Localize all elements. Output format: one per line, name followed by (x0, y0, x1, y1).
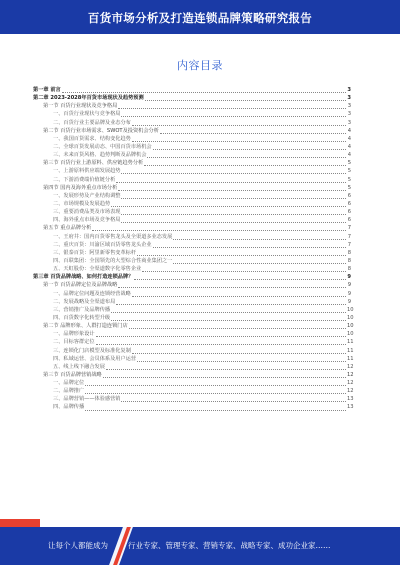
toc-entry[interactable] (33, 298, 351, 306)
toc-page-number: 7 (347, 241, 351, 248)
toc-entry[interactable] (33, 184, 351, 192)
toc-entry[interactable] (33, 167, 351, 175)
toc-leader-dots (134, 274, 346, 280)
top-banner (0, 0, 400, 34)
toc-entry-text: 第二章 2023-2028年百货市场现状及趋势预测 (33, 95, 144, 102)
toc-entry-text: 一、我国百货需求、结构变化趋势 (53, 135, 131, 142)
toc-leader-dots (92, 225, 346, 231)
toc-page-number: 12 (347, 371, 354, 378)
toc-entry[interactable] (33, 363, 354, 371)
toc-entry-text: 第三节 百货品牌营销战略 (43, 371, 102, 378)
toc-entry[interactable] (33, 241, 351, 249)
toc-entry[interactable] (33, 330, 354, 338)
toc-entry-text: 一、品牌形象设计 (53, 331, 95, 338)
toc-page-number: 8 (347, 257, 351, 264)
toc-entry-text: 二、全球百货发展动态、中国百货市场机会 (53, 143, 152, 150)
report-title: 百货市场分析及打造连锁品牌策略研究报告 (87, 11, 313, 25)
toc-leader-dots (147, 152, 346, 158)
toc-page-number: 5 (347, 168, 351, 175)
toc-page-number: 3 (347, 119, 351, 126)
toc-page-number: 6 (347, 192, 351, 199)
toc-leader-dots (96, 331, 346, 337)
toc-entry[interactable] (33, 151, 351, 159)
toc-leader-dots (132, 291, 346, 297)
toc-leader-dots (173, 258, 346, 264)
toc-entry-text: 一、品牌定位 (53, 380, 85, 387)
toc-page-number: 6 (347, 209, 351, 216)
toc-entry[interactable] (33, 257, 351, 265)
toc-page-number: 10 (347, 323, 354, 330)
toc-leader-dots (103, 372, 346, 378)
toc-entry[interactable] (33, 322, 354, 330)
toc-entry-text: 四、百联集团：全国领先的大型综合性商业集团之一 (53, 257, 173, 264)
toc-leader-dots (111, 315, 346, 321)
toc-page-number: 3 (347, 95, 351, 102)
toc-leader-dots (118, 103, 346, 109)
toc-page-number: 9 (347, 282, 351, 289)
toc-entry[interactable] (33, 176, 351, 184)
toc-entry-text: 一、百货行业现状与竞争格局 (53, 111, 121, 118)
toc-leader-dots (160, 128, 346, 134)
toc-leader-dots (132, 120, 346, 126)
toc-leader-dots (121, 217, 346, 223)
toc-page-number: 4 (347, 135, 351, 142)
toc-leader-dots (96, 339, 346, 345)
toc-page-number: 5 (347, 184, 351, 191)
toc-leader-dots (153, 242, 346, 248)
toc-entry-text: 一、上游原料供应端发展趋势 (53, 168, 121, 175)
toc-entry-text: 二、重庆百货：川渝区域百货零售龙头企业 (53, 241, 152, 248)
toc-leader-dots (121, 193, 346, 199)
toc-leader-dots (132, 348, 346, 354)
toc-entry[interactable] (33, 347, 354, 355)
bottom-banner (0, 527, 400, 565)
toc-entry-text: 三、重要消费品类及市场表现 (53, 209, 121, 216)
toc-leader-dots (129, 323, 346, 329)
toc-leader-dots (121, 168, 346, 174)
toc-page-number: 9 (347, 298, 351, 305)
footer-slogan: 让每个人都能成为 (48, 541, 108, 550)
toc-leader-dots (137, 250, 346, 256)
toc-page-number: 3 (347, 103, 351, 110)
toc-entry[interactable] (33, 265, 351, 273)
toc-entry-text: 二、目标客群定位 (53, 339, 95, 346)
toc-entry[interactable] (33, 403, 354, 411)
toc-leader-dots (121, 111, 346, 117)
toc-entry-text: 四、百货数字化转型升级 (53, 314, 111, 321)
toc-page-number: 13 (347, 404, 354, 411)
toc-page-number: 11 (347, 355, 354, 362)
toc-leader-dots (85, 388, 346, 394)
toc-entry[interactable] (33, 314, 354, 322)
toc-leader-dots (116, 177, 346, 183)
toc-entry-text: 四、海外重点市场及竞争格局 (53, 217, 121, 224)
toc-entry[interactable] (33, 216, 351, 224)
toc-leader-dots (132, 136, 346, 142)
toc-leader-dots (137, 356, 346, 362)
toc-page-number: 7 (347, 233, 351, 240)
toc-page-number: 9 (347, 290, 351, 297)
toc-entry[interactable] (33, 102, 351, 110)
footer-roles: 行业专家、管理专家、营销专家、战略专家、成功企业家…… (128, 541, 331, 550)
toc-page-number: 4 (347, 127, 351, 134)
toc-leader-dots (116, 299, 346, 305)
toc-entry[interactable] (33, 395, 354, 403)
toc-entry-text: 二、下游消费端价值链分析 (53, 176, 116, 183)
toc-leader-dots (121, 396, 346, 402)
toc-leader-dots (118, 282, 346, 288)
toc-entry[interactable] (33, 371, 354, 379)
toc-page-number: 6 (347, 217, 351, 224)
toc-leader-dots (145, 95, 346, 101)
toc-entry-text: 四、品牌传播 (53, 404, 85, 411)
toc-entry[interactable] (33, 233, 351, 241)
toc-page-number: 12 (347, 380, 354, 387)
toc-entry[interactable] (33, 290, 351, 298)
toc-entry-text: 三、未来百货风格、趋势判断及品牌机会 (53, 152, 147, 159)
toc-entry-text: 第二节 百货行业市场需求、SWOT及投资机会分析 (43, 127, 159, 134)
toc-entry-text: 第三章 百货品牌战略、如何打造连锁品牌？ (33, 274, 134, 281)
toc-entry-text: 二、品牌推广 (53, 388, 85, 395)
toc-leader-dots (121, 209, 346, 215)
toc-entry[interactable] (33, 119, 351, 127)
toc-leader-dots (111, 201, 346, 207)
toc-entry-text: 三、连锁化门店模型及标准化复制 (53, 347, 131, 354)
toc-entry-text: 五、线上线下融合发展 (53, 363, 105, 370)
toc-entry-text: 四、私域运营、会员体系及用户运营 (53, 355, 137, 362)
toc-entry-text: 第一节 百货行业现状及竞争格局 (43, 103, 118, 110)
toc-entry-text: 一、品牌定位问题及连锁经营战略 (53, 290, 131, 297)
toc-entry-text: 第三节 百货行业上游原料、供应链趋势分析 (43, 160, 144, 167)
toc-entry[interactable] (33, 127, 351, 135)
toc-entry[interactable] (33, 94, 351, 102)
toc-entry-text: 第四节 国内及海外重点市场分析 (43, 184, 118, 191)
toc-entry-text: 二、发展战略及全渠道布局 (53, 298, 116, 305)
toc-page-number: 9 (347, 274, 351, 281)
toc-entry-text: 五、天虹股份：全渠道数字化零售企业 (53, 266, 142, 273)
toc-leader-dots (62, 87, 346, 93)
toc-entry[interactable] (33, 143, 351, 151)
toc-entry-text: 二、百货行业主要品牌及业态分布 (53, 119, 131, 126)
toc-page-number: 3 (347, 87, 351, 93)
toc-entry-text: 二、市场规模及发展趋势 (53, 200, 111, 207)
toc-page-number: 5 (347, 160, 351, 167)
toc-entry[interactable] (33, 273, 351, 281)
toc-entry[interactable] (33, 224, 351, 232)
toc-page-number: 10 (347, 306, 354, 313)
toc-page-number: 12 (347, 363, 354, 370)
toc-entry-text: 三、品牌营销——体验感营销 (53, 396, 121, 403)
toc-leader-dots (111, 307, 346, 313)
toc-leader-dots (85, 380, 346, 386)
toc-leader-dots (85, 405, 346, 411)
toc-entry[interactable] (33, 338, 354, 346)
toc-leader-dots (118, 185, 346, 191)
toc-entry-text: 第一节 百货品牌定位及品牌战略 (43, 282, 118, 289)
toc-page-number: 7 (347, 225, 351, 232)
toc-entry[interactable] (33, 135, 351, 143)
toc-entry-text: 一、发展形势及产业结构调整 (53, 192, 121, 199)
toc-entry[interactable] (33, 159, 351, 167)
toc-entry[interactable] (33, 379, 354, 387)
toc-page-number: 3 (347, 111, 351, 118)
toc-entry[interactable] (33, 249, 351, 257)
toc-entry-text: 第一章 前言 (33, 87, 61, 93)
toc-entry[interactable] (33, 387, 354, 395)
toc-page-number: 8 (347, 249, 351, 256)
toc-entry[interactable] (33, 281, 351, 289)
toc-entry[interactable] (33, 192, 351, 200)
toc-page-number: 13 (347, 396, 354, 403)
toc-entry[interactable] (33, 306, 354, 314)
toc-page-number: 4 (347, 143, 351, 150)
toc-leader-dots (153, 144, 346, 150)
red-accent-bar (0, 519, 40, 527)
toc-page-number: 11 (347, 347, 354, 354)
toc-page-number: 10 (347, 331, 354, 338)
toc-page-number: 12 (347, 388, 354, 395)
toc-entry[interactable] (33, 110, 351, 118)
toc-entry-text: 第二节 品牌形象、人群打造连锁门店 (43, 323, 128, 330)
toc-page-number: 4 (347, 152, 351, 159)
toc-entry-text: 三、营销推广及品牌传播 (53, 306, 111, 313)
toc-entry-text: 一、王府井：国内百货零售龙头及全渠道多业态发展 (53, 233, 173, 240)
toc-page-number: 11 (347, 339, 354, 346)
toc-leader-dots (142, 266, 346, 272)
toc-page-number: 5 (347, 176, 351, 183)
toc-leader-dots (106, 364, 346, 370)
toc-entry[interactable] (33, 355, 354, 363)
toc-leader-dots (173, 234, 346, 240)
toc-page-number: 8 (347, 266, 351, 273)
toc-entry-text: 三、银泰百货：阿里新零售变革标杆 (53, 249, 137, 256)
toc-page-number: 10 (347, 314, 354, 321)
toc-page-number: 6 (347, 200, 351, 207)
toc-leader-dots (144, 160, 346, 166)
table-of-contents (33, 86, 354, 412)
toc-entry[interactable] (33, 86, 351, 94)
toc-entry[interactable] (33, 208, 351, 216)
toc-entry[interactable] (33, 200, 351, 208)
toc-entry-text: 第五节 重点品牌分析 (43, 225, 92, 232)
toc-heading: 内容目录 (177, 59, 223, 72)
